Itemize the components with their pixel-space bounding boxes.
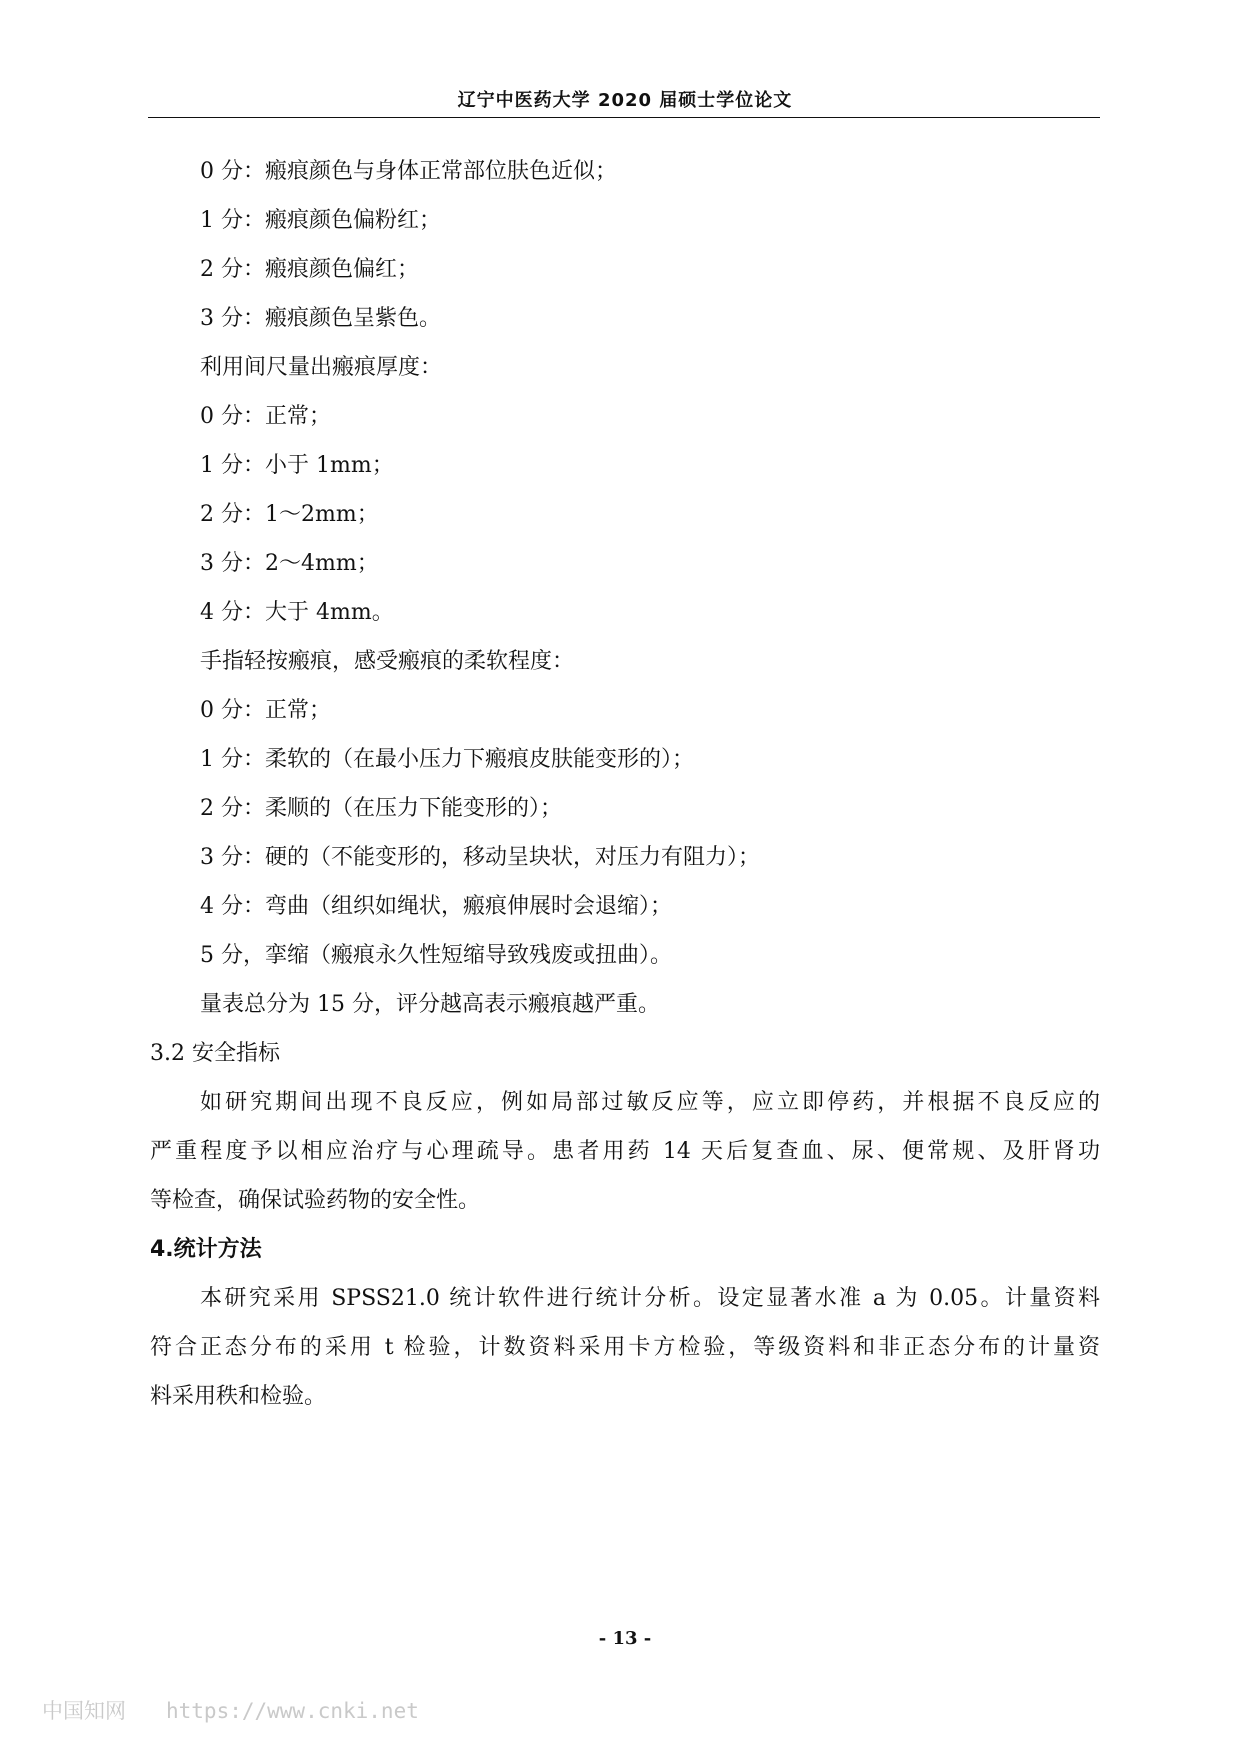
section-heading: 3.2 安全指标 [150,1041,280,1066]
pliability-item: 5 分，挛缩（瘢痕永久性短缩导致残废或扭曲）。 [200,943,672,968]
total-score-note: 量表总分为 15 分，评分越高表示瘢痕越严重。 [200,992,660,1017]
thickness-item: 2 分：1～2mm； [200,502,379,527]
watermark [42,1695,419,1725]
paragraph-line: 本研究采用 SPSS21.0 统计软件进行统计分析。设定显著水准 a 为 0.05。计量资料 [200,1286,1100,1311]
thickness-item: 3 分：2～4mm； [200,551,379,576]
thickness-item: 0 分：正常； [200,404,331,429]
section-heading: 4.统计方法 [150,1237,262,1262]
watermark-url: https://www.cnki.net [166,1699,419,1723]
paragraph-line: 等检查，确保试验药物的安全性。 [150,1188,481,1213]
color-item: 3 分：瘢痕颜色呈紫色。 [200,306,441,331]
pliability-item: 1 分：柔软的（在最小压力下瘢痕皮肤能变形的）； [200,747,694,772]
watermark-brand: 中国知网 [42,1699,126,1723]
color-item: 0 分：瘢痕颜色与身体正常部位肤色近似； [200,159,617,184]
pliability-item: 0 分：正常； [200,698,331,723]
page-number: - 13 - [598,1628,652,1649]
header-rule [148,117,1100,118]
pliability-item: 2 分：柔顺的（在压力下能变形的）； [200,796,562,821]
thickness-item: 4 分：大于 4mm。 [200,600,394,625]
pliability-item: 4 分：弯曲（组织如绳状，瘢痕伸展时会退缩）； [200,894,672,919]
paragraph-line: 料采用秩和检验。 [150,1384,327,1409]
color-item: 1 分：瘢痕颜色偏粉红； [200,208,441,233]
paragraph-line: 如研究期间出现不良反应，例如局部过敏反应等，应立即停药，并根据不良反应的 [200,1090,1100,1115]
body-text [150,158,1100,1411]
paragraph-line: 严重程度予以相应治疗与心理疏导。患者用药 14 天后复查血、尿、便常规、及肝肾功 [150,1139,1100,1164]
color-item: 2 分：瘢痕颜色偏红； [200,257,419,282]
paragraph-line: 符合正态分布的采用 t 检验，计数资料采用卡方检验，等级资料和非正态分布的计量资 [150,1335,1100,1360]
thickness-item: 1 分：小于 1mm； [200,453,394,478]
pliability-intro: 手指轻按瘢痕，感受瘢痕的柔软程度： [200,649,575,674]
pliability-item: 3 分：硬的（不能变形的，移动呈块状，对压力有阻力）； [200,845,760,870]
thickness-intro: 利用间尺量出瘢痕厚度： [200,355,443,380]
running-header: 辽宁中医药大学 2020 届硕士学位论文 [457,90,793,111]
